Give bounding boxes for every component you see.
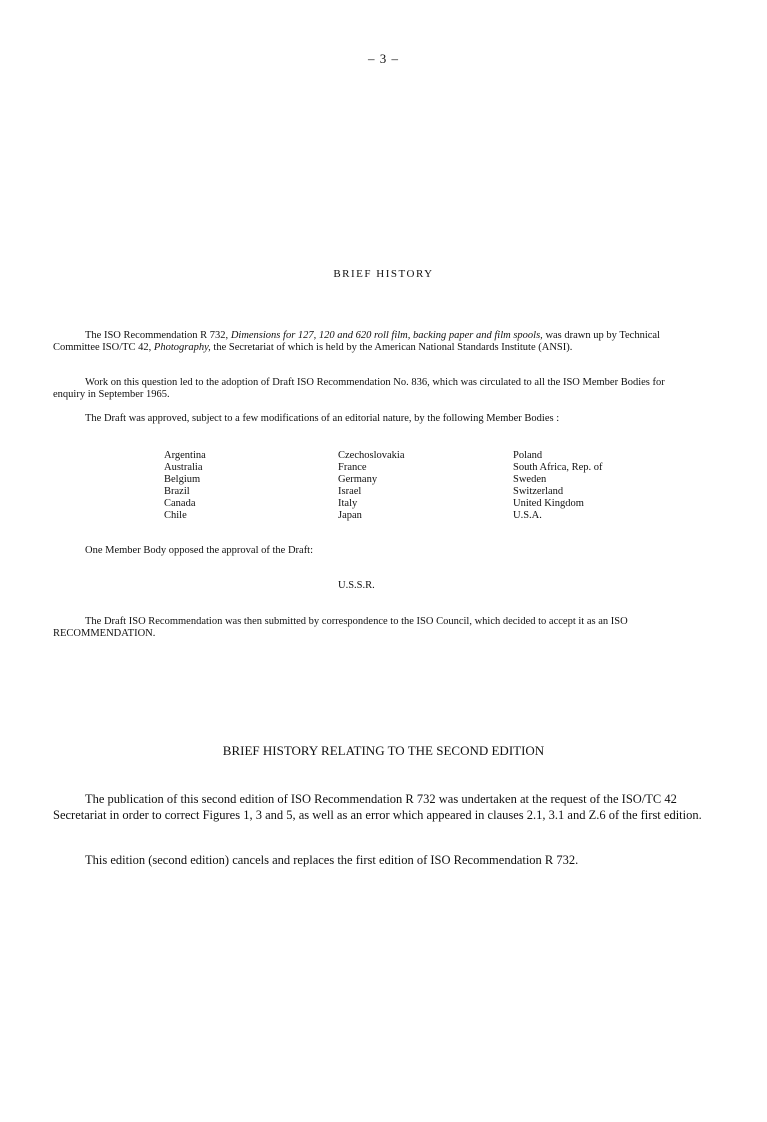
- member-body: U.S.A.: [513, 510, 542, 521]
- member-body: Canada: [164, 498, 196, 509]
- brief-history-title: BRIEF HISTORY: [333, 268, 434, 280]
- second-edition-title: BRIEF HISTORY RELATING TO THE SECOND EDITION: [222, 743, 545, 758]
- member-body: Japan: [338, 510, 362, 521]
- member-body: Belgium: [164, 474, 201, 485]
- member-body: Brazil: [164, 486, 190, 497]
- member-body: United Kingdom: [513, 498, 584, 509]
- history-paragraph-2: Work on this question led to the adoption of Draft ISO Recommendation No. 836, which was circulated to all the ISO Member Bodies for enquiry in September 1965.: [53, 377, 665, 400]
- member-bodies-column-3: [513, 450, 683, 522]
- second-edition-paragraph-1: The publication of this second edition of ISO Recommendation R 732 was undertaken at the request of the ISO/TC 42 Secretariat in order to correct Figures 1, 3 and 5, as well as an error which appeared in clauses 2.1, 3.1 and Z.6 of the first edition.: [53, 792, 702, 822]
- opposing-member-body: U.S.S.R.: [338, 580, 375, 591]
- member-body: Chile: [164, 510, 187, 521]
- member-body: Israel: [338, 486, 362, 497]
- history-paragraph-5: The Draft ISO Recommendation was then submitted by correspondence to the ISO Council, which decided to accept it as an ISO RECOMMENDATION.: [53, 616, 628, 639]
- member-body: Australia: [164, 462, 203, 473]
- member-bodies-column-2: [338, 450, 508, 522]
- member-bodies-column-1: [164, 450, 334, 522]
- member-body: South Africa, Rep. of: [513, 462, 603, 473]
- member-body: France: [338, 462, 367, 473]
- member-body: Switzerland: [513, 486, 564, 497]
- history-paragraph-4: One Member Body opposed the approval of the Draft:: [85, 545, 314, 556]
- member-body: Argentina: [164, 450, 206, 461]
- page-number: – 3 –: [368, 51, 399, 66]
- member-body: Poland: [513, 450, 543, 461]
- member-body: Italy: [338, 498, 358, 509]
- member-body: Czechoslovakia: [338, 450, 405, 461]
- member-body: Germany: [338, 474, 378, 485]
- second-edition-paragraph-2: This edition (second edition) cancels and replaces the first edition of ISO Recommendation R 732.: [85, 853, 579, 867]
- history-paragraph-1: The ISO Recommendation R 732, Dimensions for 127, 120 and 620 roll film, backing paper and film spools, was drawn up by Technical Committee ISO/TC 42, Photography, the Secretariat of which is held by the American National Standards Institute (ANSI).: [53, 330, 660, 353]
- member-body: Sweden: [513, 474, 547, 485]
- history-paragraph-3: The Draft was approved, subject to a few modifications of an editorial nature, by the following Member Bodies :: [85, 413, 560, 424]
